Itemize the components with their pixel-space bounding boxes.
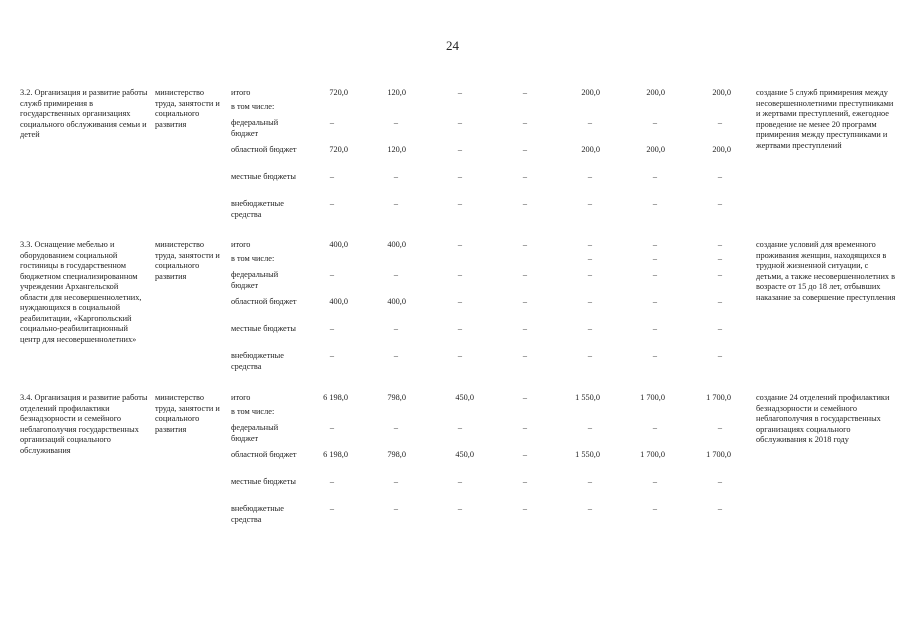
- funding-value: –: [393, 324, 399, 333]
- measure-name: 3.2. Организация и развитие работы служб примирения в государственных организациях социального обслуживания семьи и детей: [20, 88, 148, 139]
- funding-value: –: [587, 240, 593, 249]
- funding-value: –: [522, 297, 528, 306]
- funding-value: –: [717, 423, 723, 432]
- funding-value: –: [457, 199, 463, 208]
- funding-value: –: [457, 172, 463, 181]
- funding-value: –: [717, 199, 723, 208]
- funding-value: –: [717, 297, 723, 306]
- measure-result: создание условий для временного проживания женщин, находящихся в трудной жизненной ситуации, с детьми, а также несовершеннолетних в возрасте от 15 до 18 лет, отбывших наказание за совершение преступления: [756, 240, 896, 302]
- funding-source-label: местные бюджеты: [231, 324, 296, 333]
- funding-value: –: [587, 199, 593, 208]
- funding-value: –: [522, 199, 528, 208]
- funding-value: –: [717, 172, 723, 181]
- funding-value: –: [652, 240, 658, 249]
- funding-value: –: [329, 118, 335, 127]
- funding-source-label: в том числе:: [231, 407, 275, 416]
- funding-value: –: [329, 504, 335, 513]
- funding-value: –: [522, 118, 528, 127]
- funding-value: 720,0: [329, 88, 348, 97]
- funding-source-label: в том числе:: [231, 254, 275, 263]
- funding-value: 400,0: [387, 297, 406, 306]
- funding-value: 1 700,0: [640, 450, 665, 459]
- funding-value: –: [587, 172, 593, 181]
- funding-value: –: [457, 88, 463, 97]
- funding-value: –: [587, 324, 593, 333]
- funding-source-label: итого: [231, 393, 251, 402]
- funding-source-label: областной бюджет: [231, 297, 297, 306]
- funding-value: –: [329, 270, 335, 279]
- funding-value: 200,0: [646, 88, 665, 97]
- funding-value: –: [457, 504, 463, 513]
- funding-value: 1 700,0: [706, 393, 731, 402]
- funding-value: –: [717, 240, 723, 249]
- funding-value: –: [717, 270, 723, 279]
- funding-value: –: [393, 423, 399, 432]
- funding-value: 200,0: [581, 88, 600, 97]
- funding-value: –: [393, 118, 399, 127]
- funding-value: 1 700,0: [706, 450, 731, 459]
- funding-source-label: областной бюджет: [231, 450, 297, 459]
- funding-value: –: [522, 351, 528, 360]
- funding-value: –: [457, 477, 463, 486]
- funding-value: 1 550,0: [575, 393, 600, 402]
- funding-value: –: [587, 351, 593, 360]
- funding-value: 1 700,0: [640, 393, 665, 402]
- funding-value: 120,0: [387, 88, 406, 97]
- funding-source-label: федеральный бюджет: [231, 270, 279, 290]
- funding-value: –: [717, 351, 723, 360]
- funding-value: –: [522, 423, 528, 432]
- funding-value: –: [587, 504, 593, 513]
- funding-value: –: [652, 118, 658, 127]
- funding-value: 200,0: [581, 145, 600, 154]
- funding-value: 6 198,0: [323, 450, 348, 459]
- funding-value: 200,0: [712, 145, 731, 154]
- funding-value: –: [329, 199, 335, 208]
- funding-value: 798,0: [387, 450, 406, 459]
- funding-value: –: [393, 270, 399, 279]
- funding-value: –: [652, 254, 658, 263]
- funding-value: –: [652, 504, 658, 513]
- funding-value: –: [457, 297, 463, 306]
- funding-value: 200,0: [712, 88, 731, 97]
- funding-value: –: [522, 88, 528, 97]
- funding-value: –: [587, 477, 593, 486]
- funding-value: –: [652, 172, 658, 181]
- funding-source-label: федеральный бюджет: [231, 118, 279, 138]
- measure-executor: министерство труда, занятости и социального развития: [155, 393, 220, 434]
- measure-name: 3.4. Организация и развитие работы отделений профилактики безнадзорности и семейного неблагополучия государственных организаций социального обслуживания: [20, 393, 148, 455]
- funding-value: 120,0: [387, 145, 406, 154]
- funding-value: –: [652, 199, 658, 208]
- funding-value: –: [522, 172, 528, 181]
- funding-value: –: [652, 270, 658, 279]
- funding-value: –: [522, 145, 528, 154]
- funding-source-label: внебюджетные средства: [231, 504, 284, 524]
- funding-source-label: внебюджетные средства: [231, 199, 284, 219]
- funding-value: –: [329, 477, 335, 486]
- funding-value: –: [393, 504, 399, 513]
- funding-value: –: [587, 254, 593, 263]
- page-number: 24: [446, 38, 459, 53]
- funding-value: –: [717, 254, 723, 263]
- funding-value: –: [457, 324, 463, 333]
- funding-value: –: [522, 270, 528, 279]
- funding-source-label: итого: [231, 240, 251, 249]
- measure-result: создание 5 служб примирения между несовершеннолетними преступниками и жертвами преступлений, ежегодное проведение не менее 20 программ примирения между преступниками и жертвами преступлений: [756, 88, 894, 150]
- funding-value: –: [457, 240, 463, 249]
- measure-executor: министерство труда, занятости и социального развития: [155, 88, 220, 129]
- funding-value: 400,0: [329, 297, 348, 306]
- funding-value: –: [652, 351, 658, 360]
- funding-value: 450,0: [455, 393, 474, 402]
- funding-value: 200,0: [646, 145, 665, 154]
- funding-value: –: [522, 393, 528, 402]
- funding-source-label: областной бюджет: [231, 145, 297, 154]
- funding-value: –: [329, 172, 335, 181]
- measure-name: 3.3. Оснащение мебелью и оборудованием социальной гостиницы в государственном бюджетном специализированном учреждении Архангельской области для несовершеннолетних, нуждающихся в социальной реабилитации, «Каргопольский социально-реабилитационный центр для несовершеннолетних»: [20, 240, 142, 344]
- funding-value: –: [393, 199, 399, 208]
- funding-value: –: [717, 118, 723, 127]
- funding-value: –: [652, 324, 658, 333]
- funding-value: –: [652, 477, 658, 486]
- funding-value: –: [522, 450, 528, 459]
- funding-value: 400,0: [387, 240, 406, 249]
- funding-value: 6 198,0: [323, 393, 348, 402]
- funding-value: –: [587, 118, 593, 127]
- funding-value: –: [457, 145, 463, 154]
- funding-source-label: в том числе:: [231, 102, 275, 111]
- funding-value: –: [587, 297, 593, 306]
- funding-value: –: [522, 504, 528, 513]
- funding-value: –: [393, 351, 399, 360]
- measure-executor: министерство труда, занятости и социального развития: [155, 240, 220, 281]
- funding-value: 450,0: [455, 450, 474, 459]
- funding-value: 400,0: [329, 240, 348, 249]
- funding-value: –: [393, 477, 399, 486]
- funding-value: 720,0: [329, 145, 348, 154]
- funding-value: –: [522, 324, 528, 333]
- funding-value: –: [457, 423, 463, 432]
- funding-source-label: федеральный бюджет: [231, 423, 279, 443]
- funding-source-label: местные бюджеты: [231, 172, 296, 181]
- funding-value: 1 550,0: [575, 450, 600, 459]
- funding-value: –: [522, 240, 528, 249]
- funding-value: –: [457, 351, 463, 360]
- measure-result: создание 24 отделений профилактики безнадзорности и семейного неблагополучия в государственных организациях социального обслуживания к 2018 году: [756, 393, 890, 444]
- funding-value: –: [329, 324, 335, 333]
- funding-value: –: [717, 324, 723, 333]
- funding-value: –: [587, 270, 593, 279]
- funding-value: –: [393, 172, 399, 181]
- funding-value: –: [717, 504, 723, 513]
- funding-value: –: [652, 297, 658, 306]
- funding-source-label: внебюджетные средства: [231, 351, 284, 371]
- funding-value: –: [457, 270, 463, 279]
- funding-source-label: итого: [231, 88, 251, 97]
- funding-value: –: [717, 477, 723, 486]
- funding-value: –: [652, 423, 658, 432]
- funding-value: –: [522, 477, 528, 486]
- funding-source-label: местные бюджеты: [231, 477, 296, 486]
- funding-value: –: [587, 423, 593, 432]
- funding-value: –: [329, 351, 335, 360]
- funding-value: –: [329, 423, 335, 432]
- funding-value: 798,0: [387, 393, 406, 402]
- funding-value: –: [457, 118, 463, 127]
